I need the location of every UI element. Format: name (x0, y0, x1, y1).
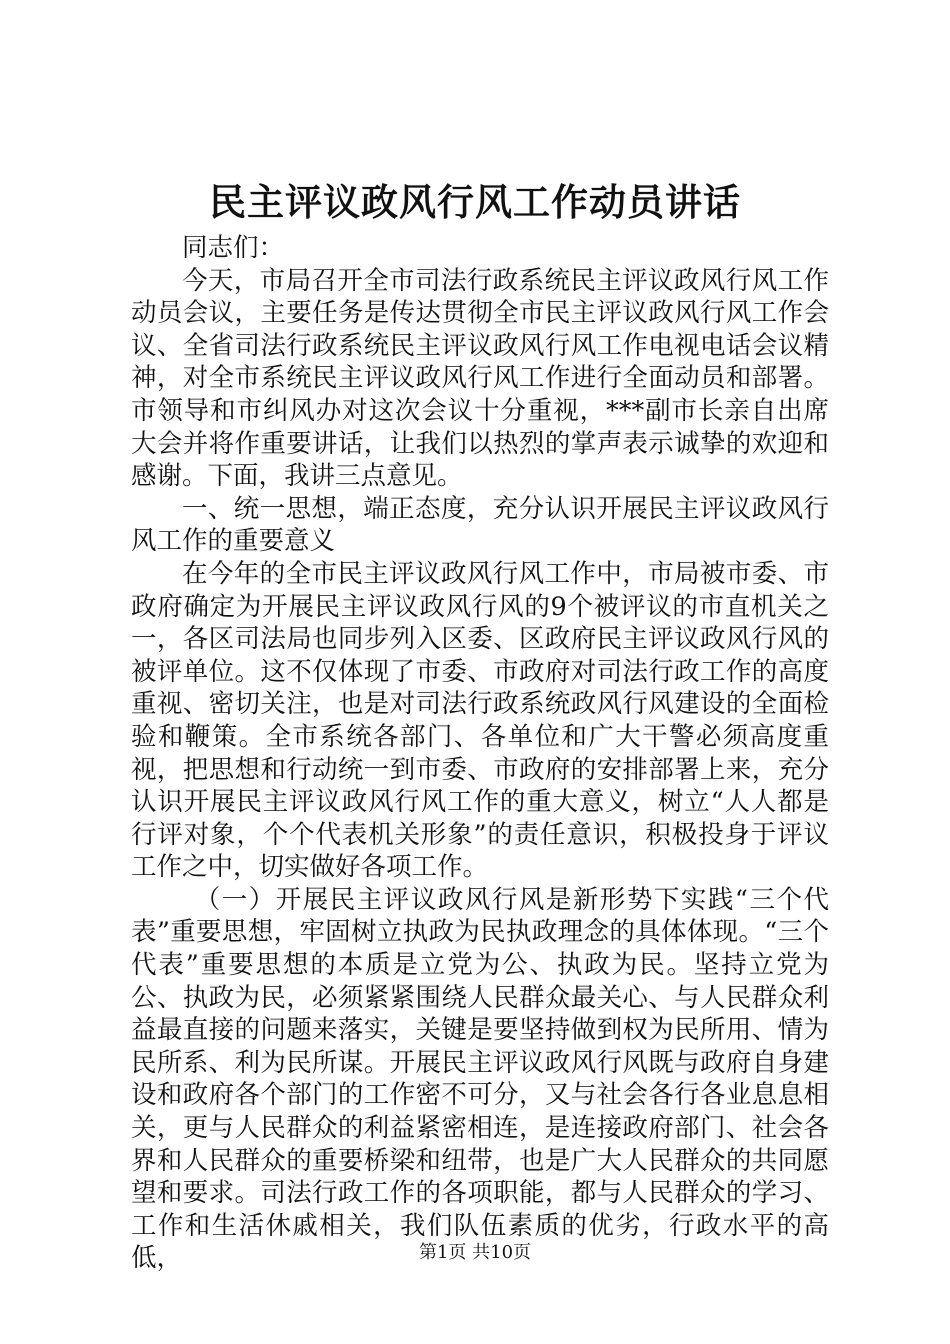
section-heading-1: 一、统一思想，端正态度，充分认识开展民主评议政风行风工作的重要意义 (131, 493, 829, 557)
opening-paragraph: 今天，市局召开全市司法行政系统民主评议政风行风工作动员会议，主要任务是传达贯彻全市民主评议政风行风工作会议、全省司法行政系统民主评议政风行风工作电视电话会议精神，对全市系统民主评议政风行风工作进行全面动员和部署。市领导和市纠风办对这次会议十分重视，***副市长亲自出席大会并将作重要讲话，让我们以热烈的掌声表示诚挚的欢迎和感谢。下面，我讲三点意见。 (131, 265, 829, 492)
body-paragraph: 在今年的全市民主评议政风行风工作中，市局被市委、市政府确定为开展民主评议政风行风的9个被评议的市直机关之一，各区司法局也同步列入区委、区政府民主评议政风行风的被评单位。这不仅体现了市委、市政府对司法行政工作的高度重视、密切关注，也是对司法行政系统政风行风建设的全面检验和鞭策。全市系统各部门、各单位和广大干警必须高度重视，把思想和行动统一到市委、市政府的安排部署上来，充分认识开展民主评议政风行风工作的重大意义，树立“人人都是行评对象，个个代表机关形象”的责任意识，积极投身于评议工作之中，切实做好各项工作。 (131, 558, 829, 883)
document-body (131, 232, 829, 1275)
subsection-paragraph-1: （一）开展民主评议政风行风是新形势下实践“三个代表”重要思想，牢固树立执政为民执政理念的具体体现。“三个代表”重要思想的本质是立党为公、执政为民。坚持立党为公、执政为民，必须紧紧围绕人民群众最关心、与人民群众利益最直接的问题来落实，关键是要坚持做到权为民所用、情为民所系、利为民所谋。开展民主评议政风行风既与政府自身建设和政府各个部门的工作密不可分，又与社会各行各业息息相关，更与人民群众的利益紧密相连，是连接政府部门、社会各界和人民群众的重要桥梁和纽带，也是广大人民群众的共同愿望和要求。司法行政工作的各项职能，都与人民群众的学习、工作和生活休戚相关，我们队伍素质的优劣，行政水平的高低， (131, 884, 829, 1274)
salutation-paragraph: 同志们： (182, 233, 285, 263)
document-title: 民主评议政风行风工作动员讲话 (209, 180, 741, 224)
page-number-footer: 第1页 共10页 (418, 1242, 532, 1263)
